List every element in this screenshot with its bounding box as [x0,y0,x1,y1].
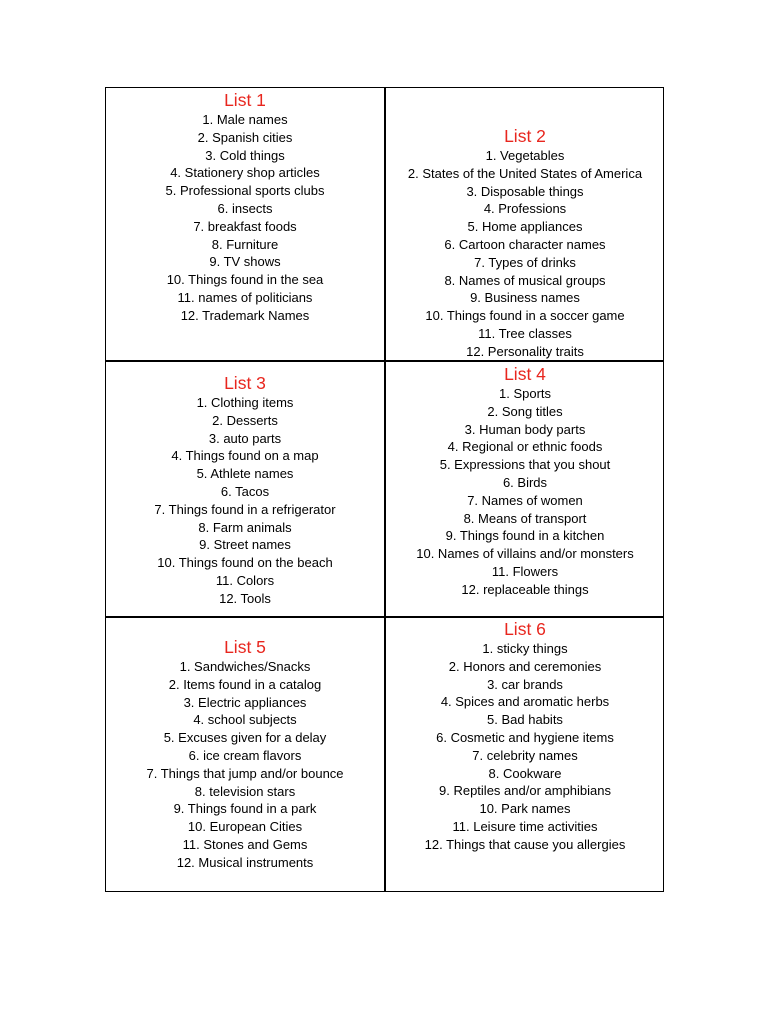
list-item: 7. breakfast foods [193,218,297,234]
list-item: 6. insects [217,200,273,216]
list-item: 11. Flowers [491,563,559,579]
list-items [386,385,664,599]
list-item: 2. Song titles [487,403,563,419]
list-item: 7. Things found in a refrigerator [154,501,336,517]
list-item: 6. Cartoon character names [444,236,606,252]
list-item: 4. Things found on a map [171,448,319,464]
list-cell [386,618,664,854]
list-item: 10. Names of villains and/or monsters [416,546,634,562]
list-item: 9. Things found in a park [173,801,317,817]
list-item: 1. Clothing items [196,395,294,410]
list-item: 11. Colors [215,572,275,588]
lists-table [105,87,664,892]
list-item: 1. Sandwiches/Snacks [179,659,311,674]
list-item: 12. replaceable things [461,581,589,597]
list-item: 7. Types of drinks [474,254,576,270]
list-cell [106,636,384,872]
list-item: 2. Spanish cities [197,129,293,145]
list-item: 8. Cookware [488,765,562,781]
list-item: 2. Items found in a catalog [168,676,322,692]
list-item: 5. Home appliances [467,219,583,235]
list-item: 10. Things found on the beach [157,555,333,571]
list-item: 11. Tree classes [478,325,572,341]
list-title: List 5 [224,637,266,657]
list-item: 5. Expressions that you shout [439,457,611,473]
list-item: 6. Cosmetic and hygiene items [436,729,614,745]
list-item: 5. Bad habits [487,712,563,728]
list-cell [386,363,664,599]
list-item: 9. Street names [199,537,291,553]
list-item: 3. Cold things [205,147,285,163]
list-items [106,394,384,608]
list-item: 7. Things that jump and/or bounce [146,765,344,781]
list-item: 4. Stationery shop articles [170,165,320,181]
list-item: 4. Professions [483,201,567,217]
list-item: 12. Tools [219,590,271,606]
list-item: 10. Things found in the sea [166,272,324,288]
list-item: 9. Business names [470,290,580,306]
list-item: 12. Trademark Names [180,307,310,323]
list-items [386,640,664,854]
list-item: 3. Human body parts [464,421,586,437]
list-item: 9. Reptiles and/or amphibians [439,783,611,799]
list-item: 1. Vegetables [485,148,565,163]
list-item: 10. European Cities [187,819,303,835]
list-cell [386,125,664,361]
list-item: 3. Electric appliances [183,694,307,710]
list-item: 8. Farm animals [198,519,292,535]
list-item: 9. Things found in a kitchen [445,528,605,544]
list-item: 1. Sports [498,386,552,401]
list-cell [106,372,384,608]
list-item: 2. Honors and ceremonies [448,658,602,674]
list-item: 1. sticky things [482,641,568,656]
list-title: List 1 [224,90,266,110]
list-title: List 3 [224,373,266,393]
list-title: List 2 [504,126,546,146]
list-item: 4. school subjects [193,712,297,728]
list-items [106,111,384,325]
list-item: 11. Leisure time activities [452,818,598,834]
list-item: 11. names of politicians [177,289,313,305]
list-item: 7. Names of women [467,492,583,508]
list-item: 6. Birds [502,474,548,490]
list-item: 6. Tacos [220,483,270,499]
list-item: 8. Names of musical groups [444,272,606,288]
list-item: 8. Means of transport [463,510,587,526]
list-item: 10. Park names [479,801,571,817]
list-item: 12. Things that cause you allergies [424,836,626,852]
list-item: 8. Furniture [211,236,279,252]
list-item: 7. celebrity names [472,747,578,763]
list-item: 3. auto parts [208,430,282,446]
list-title: List 6 [504,619,546,639]
list-cell [106,89,384,325]
list-title: List 4 [504,364,546,384]
list-item: 3. Disposable things [466,183,584,199]
list-item: 9. TV shows [209,254,281,270]
list-item: 2. Desserts [212,412,278,428]
list-item: 12. Musical instruments [176,854,314,870]
list-item: 1. Male names [202,112,288,127]
list-item: 5. Professional sports clubs [165,183,325,199]
list-item: 12. Personality traits [466,343,584,359]
list-item: 11. Stones and Gems [182,836,308,852]
list-item: 4. Regional or ethnic foods [447,439,603,455]
list-item: 6. ice cream flavors [188,747,302,763]
list-item: 10. Things found in a soccer game [425,308,625,324]
list-item: 8. television stars [194,783,296,799]
list-item: 5. Excuses given for a delay [163,730,327,746]
list-item: 5. Athlete names [196,466,294,482]
list-items [386,147,664,361]
list-item: 3. car brands [487,676,563,692]
list-item: 2. States of the United States of America [407,165,643,181]
list-item: 4. Spices and aromatic herbs [440,694,610,710]
list-items [106,658,384,872]
